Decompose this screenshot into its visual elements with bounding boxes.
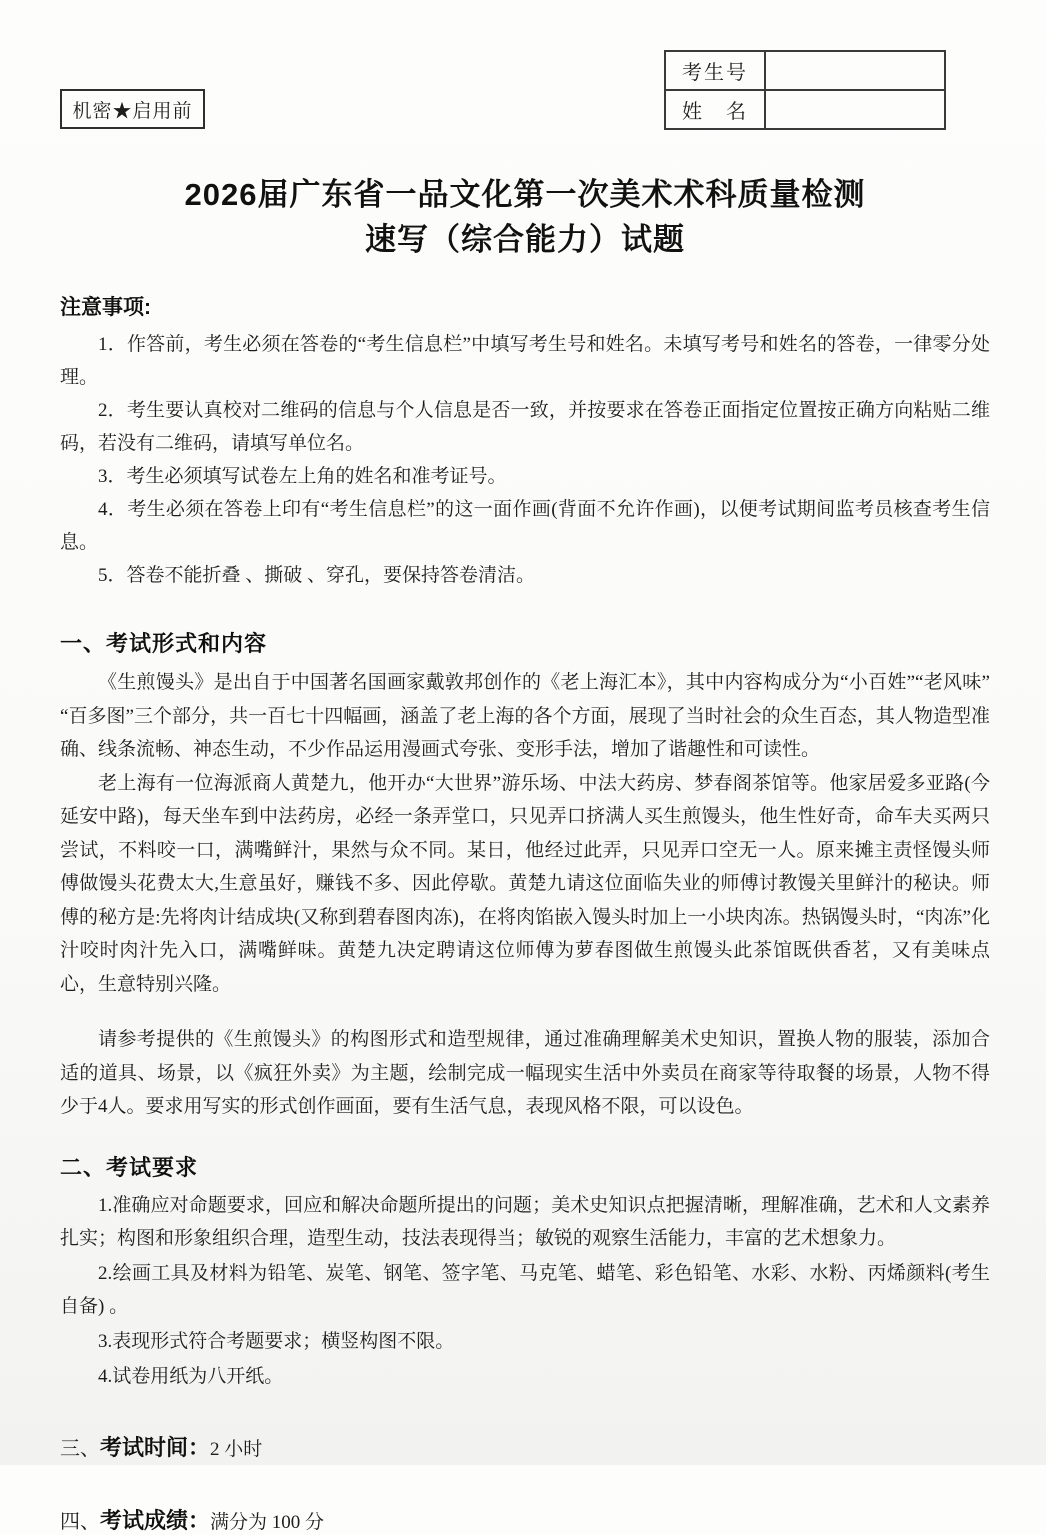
exam-duration-prefix: 三、: [60, 1437, 100, 1460]
notice-item: 2．考生要认真校对二维码的信息与个人信息是否一致，并按要求在答卷正面指定位置按正确方向粘贴二维码，若没有二维码，请填写单位名。: [60, 400, 990, 454]
notice-item: 5．答卷不能折叠 、撕破 、穿孔，要保持答卷清洁。: [98, 565, 536, 586]
exam-duration-heading: 考试时间：: [100, 1434, 211, 1460]
candidate-name-row: [665, 90, 945, 129]
requirement-item: 4.试卷用纸为八开纸。: [98, 1365, 284, 1387]
content-paragraph: 老上海有一位海派商人黄楚九，他开办“大世界”游乐场、中法大药房、梦春阁茶馆等。他家居爱多亚路(今延安中路)，每天坐车到中法药房，必经一条弄堂口，只见弄口挤满人买生煎馒头，他生性好奇，命车夫买两只尝试，不料咬一口，满嘴鲜汁，果然与众不同。某日，他经过此弄，只见弄口空无一人。原来摊主责怪馒头师傅做馒头花费太大,生意虽好，赚钱不多、因此停歇。黄楚九请这位面临失业的师傅讨教馒关里鲜汁的秘诀。师傅的秘方是:先将肉计结成块(又称到碧春图肉冻)，在将肉馅嵌入馒头时加上一小块肉冻。热锅馒头时，“肉冻”化汁咬时肉汁先入口，满嘴鲜味。黄楚九决定聘请这位师傅为萝春图做生煎馒头此茶馆既供香茗，又有美味点心，生意特别兴隆。: [60, 772, 990, 995]
section2-content: [60, 1189, 990, 1393]
content-paragraph: 请参考提供的《生煎馒头》的构图形式和造型规律，通过准确理解美术史知识，置换人物的服装，添加合适的道具、场景，以《疯狂外卖》为主题，绘制完成一幅现实生活中外卖员在商家等待取餐的场景，人物不得少于4人。要求用写实的形式创作画面，要有生活气息，表现风格不限，可以设色。: [60, 1029, 990, 1117]
notices-heading: 注意事项:: [60, 296, 151, 319]
section2-heading: 二、考试要求: [60, 1154, 199, 1180]
requirement-item: 1.准确应对命题要求，回应和解决命题所提出的问题；美术史知识点把握清晰，理解准确，艺术和人文素养扎实；构图和形象组织合理，造型生动，技法表现得当；敏锐的观察生活能力，丰富的艺术想象力。: [60, 1194, 990, 1249]
notice-item: 3．考生必须填写试卷左上角的姓名和准考证号。: [98, 466, 507, 487]
candidate-number-row: [665, 51, 945, 90]
requirement-item: 3.表现形式符合考题要求；横竖构图不限。: [98, 1330, 455, 1352]
confidential-label: 机密★启用前: [72, 100, 193, 122]
candidate-name-value-cell: [765, 90, 945, 129]
requirement-item: 2.绘画工具及材料为铅笔、炭笔、钢笔、签字笔、马克笔、蜡笔、彩色铅笔、水彩、水粉、丙烯颜料(考生自备) 。: [60, 1262, 990, 1317]
candidate-name-label: 姓 名: [665, 90, 765, 129]
section1-content: [60, 666, 990, 1124]
exam-duration-row: [60, 1431, 990, 1462]
page-header: [60, 0, 990, 172]
exam-score-value: 满分为 100 分: [210, 1511, 325, 1533]
confidential-box: [60, 89, 205, 129]
notice-item: 4．考生必须在答卷上印有“考生信息栏”的这一面作画(背面不允许作画)，以便考试期间监考员核查考生信息。: [60, 499, 990, 553]
exam-duration-value: 2 小时: [210, 1438, 263, 1460]
exam-score-row: [60, 1504, 990, 1535]
exam-score-prefix: 四、: [60, 1510, 100, 1533]
candidate-number-value-cell: [765, 51, 945, 90]
candidate-number-label: 考生号: [665, 51, 765, 90]
section1-heading: 一、考试形式和内容: [60, 631, 268, 656]
candidate-info-table: [664, 50, 946, 130]
exam-title: [60, 172, 990, 262]
exam-title-line1: 2026届广东省一品文化第一次美术术科质量检测: [184, 177, 866, 212]
notices-list: [60, 328, 990, 592]
content-paragraph: 《生煎馒头》是出自于中国著名国画家戴敦邦创作的《老上海汇本》，其中内容构成分为“小百姓”“老风味”“百多图”三个部分，共一百七十四幅画，涵盖了老上海的各个方面，展现了当时社会的众生百态，其人物造型准确、线条流畅、神态生动，不少作品运用漫画式夸张、变形手法，增加了谐趣性和可读性。: [60, 672, 990, 760]
notice-item: 1．作答前，考生必须在答卷的“考生信息栏”中填写考生号和姓名。未填写考号和姓名的答卷，一律零分处理。: [60, 334, 990, 388]
exam-title-line2: 速写（综合能力）试题: [365, 222, 685, 257]
exam-score-heading: 考试成绩：: [100, 1507, 211, 1533]
